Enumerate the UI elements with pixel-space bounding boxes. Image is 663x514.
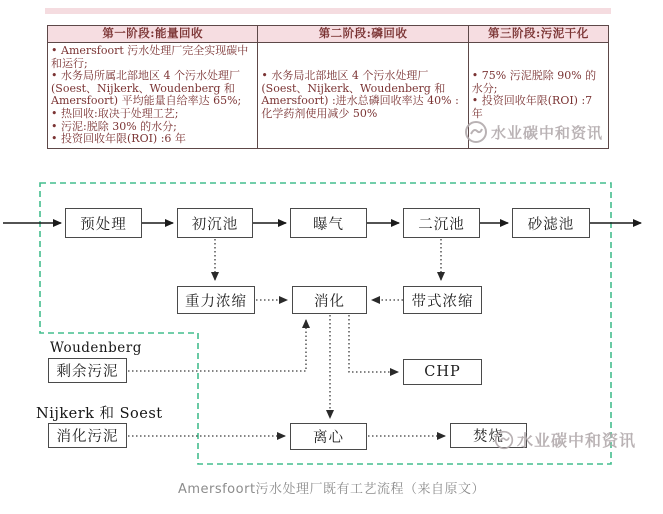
watermark-text: 水业碳中和资讯 bbox=[491, 123, 604, 142]
watermark-text: 水业碳中和资讯 bbox=[517, 431, 637, 450]
sludge-flow-arrows bbox=[128, 239, 445, 436]
box-label: 二沉池 bbox=[418, 216, 465, 233]
phase2-header: 第二阶段:磷回收 bbox=[258, 26, 468, 43]
box-digested-sludge bbox=[48, 423, 127, 448]
box-pretreatment bbox=[65, 208, 142, 238]
box-centrifuge bbox=[290, 423, 367, 450]
box-incineration bbox=[450, 423, 527, 448]
bullet-item: • 投资回收年限(ROI) :7 年 bbox=[472, 95, 605, 120]
box-label: 剩余污泥 bbox=[56, 364, 119, 380]
box-digestion bbox=[292, 286, 367, 314]
label-nijkerk-soest: Nijkerk 和 Soest bbox=[36, 406, 163, 422]
box-label: 曝气 bbox=[313, 216, 344, 233]
box-label: 预处理 bbox=[80, 216, 127, 233]
figure-caption: Amersfoort污水处理厂既有工艺流程（来自原文） bbox=[177, 482, 486, 497]
box-chp bbox=[403, 359, 482, 385]
box-label: 消化 bbox=[314, 293, 345, 310]
box-label: 焚烧 bbox=[473, 429, 504, 445]
box-aeration bbox=[290, 208, 367, 238]
box-label: 离心 bbox=[313, 430, 344, 446]
box-secondary-clarifier bbox=[403, 208, 480, 238]
box-label: 初沉池 bbox=[191, 216, 239, 233]
bullet-item: • 污泥:脱除 30% 的水分; bbox=[51, 121, 254, 134]
bullet-item: • 水务局北部地区 4 个污水处理厂(Soest、Nijkerk、Woudenberg 和 Amersfoort) :进水总磷回收率达 40% :化学药剂使用减少 50% bbox=[261, 70, 464, 120]
box-sand-filter bbox=[512, 208, 590, 238]
box-gravity-thickening bbox=[177, 286, 255, 314]
bullet-item: • 75% 污泥脱除 90% 的水分; bbox=[472, 70, 605, 95]
bullet-item: • 投资回收年限(ROI) :6 年 bbox=[51, 133, 254, 146]
box-label: 重力浓缩 bbox=[185, 293, 247, 310]
box-label: 消化污泥 bbox=[56, 429, 119, 445]
phase1-header: 第一阶段:能量回收 bbox=[48, 26, 258, 43]
bullet-item: • 热回收:取决于处理工艺; bbox=[51, 108, 254, 121]
box-excess-sludge bbox=[48, 358, 127, 383]
phase3-header: 第三阶段:污泥干化 bbox=[468, 26, 608, 43]
label-woudenberg: Woudenberg bbox=[50, 340, 142, 356]
bullet-item: • 水务局所属北部地区 4 个污水处理厂(Soest、Nijkerk、Woudenberg 和 Amersfoort) 平均能量自给率达 65%; bbox=[51, 70, 254, 108]
box-label: 带式浓缩 bbox=[411, 293, 474, 310]
box-primary-clarifier bbox=[177, 208, 253, 238]
bullet-item: • Amersfoort 污水处理厂完全实现碳中和运行; bbox=[51, 45, 254, 70]
box-label: CHP bbox=[424, 364, 461, 380]
box-label: 砂滤池 bbox=[527, 216, 575, 233]
box-belt-thickening bbox=[403, 286, 482, 314]
